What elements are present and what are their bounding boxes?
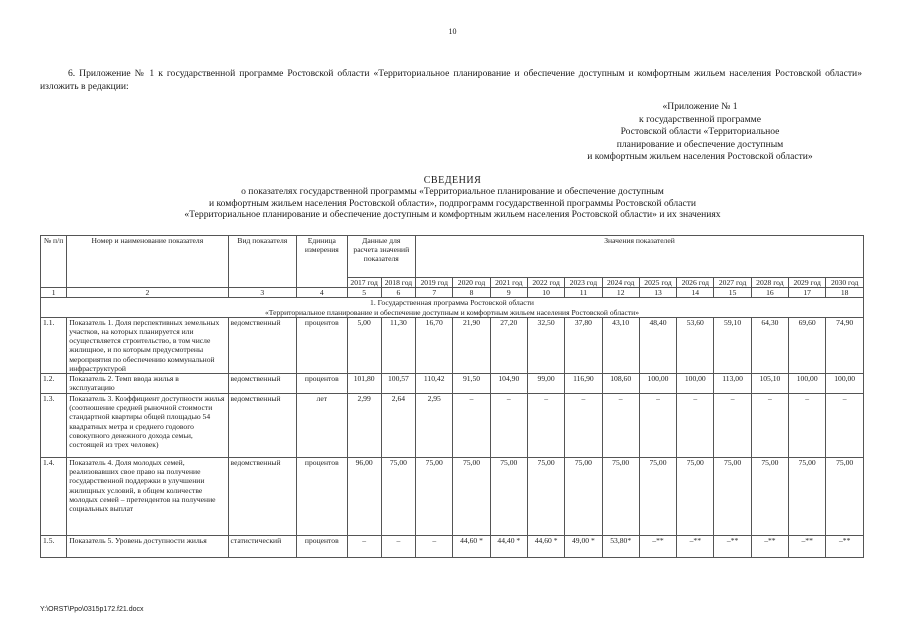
value-cell: – <box>416 536 453 558</box>
value-cell: 91,50 <box>453 374 490 394</box>
value-cell: 75,00 <box>453 458 490 536</box>
value-cell: 53,80* <box>602 536 639 558</box>
value-cell: 2,64 <box>381 394 415 458</box>
value-cell: 100,00 <box>789 374 826 394</box>
column-number: 4 <box>297 288 347 298</box>
header-name: Номер и наименование показателя <box>67 236 228 288</box>
section-title-line1: 1. Государственная программа Ростовской области <box>370 298 534 308</box>
section-title-line2: «Территориальное планирование и обеспечение доступным и комфортным жильем населения Ростовской области» <box>264 307 640 317</box>
value-cell: 75,00 <box>639 458 676 536</box>
value-cell: 49,00 * <box>565 536 602 558</box>
document-heading <box>0 175 905 221</box>
indicator-unit: процентов <box>297 317 347 373</box>
value-cell: 27,20 <box>490 317 527 373</box>
annex-line: Ростовской области «Территориальное <box>620 126 780 138</box>
header-year: 2025 год <box>639 278 676 288</box>
value-cell: 2,99 <box>347 394 381 458</box>
value-cell: – <box>565 394 602 458</box>
page-number: 10 <box>448 27 457 36</box>
indicator-name: Показатель 1. Доля перспективных земельных участков, на которых планируется или осуществляется строительство, в том числе жилищное, и по которым предусмотрены мероприятия по обеспечению коммунальной инфраструктурой <box>67 317 228 373</box>
value-cell: –** <box>714 536 751 558</box>
value-cell: – <box>381 536 415 558</box>
value-cell: 100,57 <box>381 374 415 394</box>
value-cell: – <box>714 394 751 458</box>
value-cell: 100,00 <box>677 374 714 394</box>
value-cell: 44,60 * <box>527 536 564 558</box>
indicators-table-wrapper <box>40 235 864 558</box>
header-year: 2022 год <box>527 278 564 288</box>
column-number: 7 <box>416 288 453 298</box>
table-row <box>41 458 864 536</box>
value-cell: 113,00 <box>714 374 751 394</box>
value-cell: 64,30 <box>751 317 788 373</box>
header-year: 2024 год <box>602 278 639 288</box>
value-cell: 5,00 <box>347 317 381 373</box>
section-cell <box>41 298 864 317</box>
heading-title: СВЕДЕНИЯ <box>423 175 482 186</box>
header-year: 2019 год <box>416 278 453 288</box>
indicator-name: Показатель 5. Уровень доступности жилья <box>67 536 228 558</box>
indicator-unit: процентов <box>297 458 347 536</box>
value-cell: – <box>490 394 527 458</box>
value-cell: – <box>751 394 788 458</box>
value-cell: 99,00 <box>527 374 564 394</box>
indicator-kind: ведомственный <box>228 458 297 536</box>
value-cell: – <box>347 536 381 558</box>
indicators-table <box>40 235 864 558</box>
table-row <box>41 536 864 558</box>
column-number: 13 <box>639 288 676 298</box>
indicator-unit: процентов <box>297 374 347 394</box>
value-cell: 110,42 <box>416 374 453 394</box>
value-cell: 101,80 <box>347 374 381 394</box>
value-cell: 69,60 <box>789 317 826 373</box>
column-number: 8 <box>453 288 490 298</box>
column-number: 10 <box>527 288 564 298</box>
value-cell: 21,90 <box>453 317 490 373</box>
value-cell: – <box>527 394 564 458</box>
column-number: 11 <box>565 288 602 298</box>
column-number: 5 <box>347 288 381 298</box>
value-cell: – <box>677 394 714 458</box>
value-cell: 75,00 <box>602 458 639 536</box>
value-cell: 75,00 <box>490 458 527 536</box>
value-cell: 108,60 <box>602 374 639 394</box>
header-year: 2020 год <box>453 278 490 288</box>
value-cell: 44,40 * <box>490 536 527 558</box>
column-number: 9 <box>490 288 527 298</box>
heading-line: о показателях государственной программы «Территориальное планирование и обеспечение доступным <box>241 186 664 198</box>
value-cell: – <box>789 394 826 458</box>
value-cell: – <box>453 394 490 458</box>
value-cell: 100,00 <box>826 374 864 394</box>
column-number: 14 <box>677 288 714 298</box>
row-number: 1.4. <box>41 458 67 536</box>
value-cell: 75,00 <box>677 458 714 536</box>
row-number: 1.5. <box>41 536 67 558</box>
value-cell: 11,30 <box>381 317 415 373</box>
value-cell: 37,80 <box>565 317 602 373</box>
value-cell: –** <box>751 536 788 558</box>
column-number: 17 <box>789 288 826 298</box>
header-year: 2018 год <box>381 278 415 288</box>
value-cell: 75,00 <box>714 458 751 536</box>
value-cell: 75,00 <box>826 458 864 536</box>
value-cell: 116,90 <box>565 374 602 394</box>
indicator-kind: ведомственный <box>228 317 297 373</box>
annex-line: к государственной программе <box>639 113 761 125</box>
column-number: 2 <box>67 288 228 298</box>
annex-line: и комфортным жильем населения Ростовской области» <box>587 151 813 163</box>
table-row <box>41 394 864 458</box>
heading-line: «Территориальное планирование и обеспечение доступным и комфортным жильем населения Ростовской области» и их значениях <box>184 209 721 221</box>
value-cell: –** <box>677 536 714 558</box>
column-number: 18 <box>826 288 864 298</box>
column-number-row <box>41 288 864 298</box>
header-year: 2027 год <box>714 278 751 288</box>
column-number: 12 <box>602 288 639 298</box>
row-number: 1.3. <box>41 394 67 458</box>
value-cell: 104,90 <box>490 374 527 394</box>
header-year: 2026 год <box>677 278 714 288</box>
value-cell: 32,50 <box>527 317 564 373</box>
indicator-name: Показатель 4. Доля молодых семей, реализовавших свое право на получение государственной поддержки в улучшении жилищных условий, в общем количестве молодых семей – претендентов на получение социальных выплат <box>67 458 228 536</box>
annex-line: «Приложение № 1 <box>662 101 738 112</box>
value-cell: 2,95 <box>416 394 453 458</box>
value-cell: 96,00 <box>347 458 381 536</box>
header-year: 2030 год <box>826 278 864 288</box>
heading-line: и комфортным жильем населения Ростовской области», подпрограмм государственной программы Ростовской области <box>208 197 697 209</box>
value-cell: 48,40 <box>639 317 676 373</box>
row-number: 1.2. <box>41 374 67 394</box>
header-values: Значения показателей <box>416 236 864 278</box>
value-cell: – <box>602 394 639 458</box>
indicator-kind: ведомственный <box>228 394 297 458</box>
intro-paragraph: 6. Приложение № 1 к государственной программе Ростовской области «Территориальное планирование и обеспечение доступным и комфортным жильем населения Ростовской области» изложить в редакции: <box>40 68 862 92</box>
column-number: 1 <box>41 288 67 298</box>
header-year: 2017 год <box>347 278 381 288</box>
header-unit: Единица измерения <box>297 236 347 288</box>
header-kind: Вид показателя <box>228 236 297 288</box>
indicator-kind: статистический <box>228 536 297 558</box>
annex-caption <box>540 101 860 164</box>
row-number: 1.1. <box>41 317 67 373</box>
table-row <box>41 317 864 373</box>
value-cell: –** <box>789 536 826 558</box>
value-cell: – <box>639 394 676 458</box>
header-num: № п/п <box>41 236 67 288</box>
value-cell: 16,70 <box>416 317 453 373</box>
column-number: 15 <box>714 288 751 298</box>
value-cell: 105,10 <box>751 374 788 394</box>
value-cell: 44,60 * <box>453 536 490 558</box>
value-cell: 75,00 <box>381 458 415 536</box>
section-row <box>41 298 864 317</box>
value-cell: 100,00 <box>639 374 676 394</box>
value-cell: – <box>826 394 864 458</box>
value-cell: 75,00 <box>751 458 788 536</box>
footer-file-path: Y:\ORST\Ppo\0315p172.f21.docx <box>40 606 144 613</box>
value-cell: –** <box>639 536 676 558</box>
value-cell: 75,00 <box>416 458 453 536</box>
value-cell: 75,00 <box>789 458 826 536</box>
value-cell: –** <box>826 536 864 558</box>
indicator-name: Показатель 3. Коэффициент доступности жилья (соотношение средней рыночной стоимости стандартной квартиры общей площадью 54 квадратных метра и среднего годового совокупного денежного дохода семьи, состоящей из трех человек) <box>67 394 228 458</box>
header-base-data: Данные для расчета значений показателя <box>347 236 416 278</box>
indicator-unit: процентов <box>297 536 347 558</box>
header-year: 2023 год <box>565 278 602 288</box>
value-cell: 74,90 <box>826 317 864 373</box>
column-number: 6 <box>381 288 415 298</box>
indicator-name: Показатель 2. Темп ввода жилья в эксплуатацию <box>67 374 228 394</box>
indicator-kind: ведомственный <box>228 374 297 394</box>
value-cell: 53,60 <box>677 317 714 373</box>
annex-line: планирование и обеспечение доступным <box>616 138 784 150</box>
value-cell: 75,00 <box>527 458 564 536</box>
header-year: 2029 год <box>789 278 826 288</box>
value-cell: 59,10 <box>714 317 751 373</box>
value-cell: 75,00 <box>565 458 602 536</box>
header-year: 2021 год <box>490 278 527 288</box>
table-row <box>41 374 864 394</box>
indicator-unit: лет <box>297 394 347 458</box>
column-number: 16 <box>751 288 788 298</box>
value-cell: 43,10 <box>602 317 639 373</box>
header-year: 2028 год <box>751 278 788 288</box>
column-number: 3 <box>228 288 297 298</box>
